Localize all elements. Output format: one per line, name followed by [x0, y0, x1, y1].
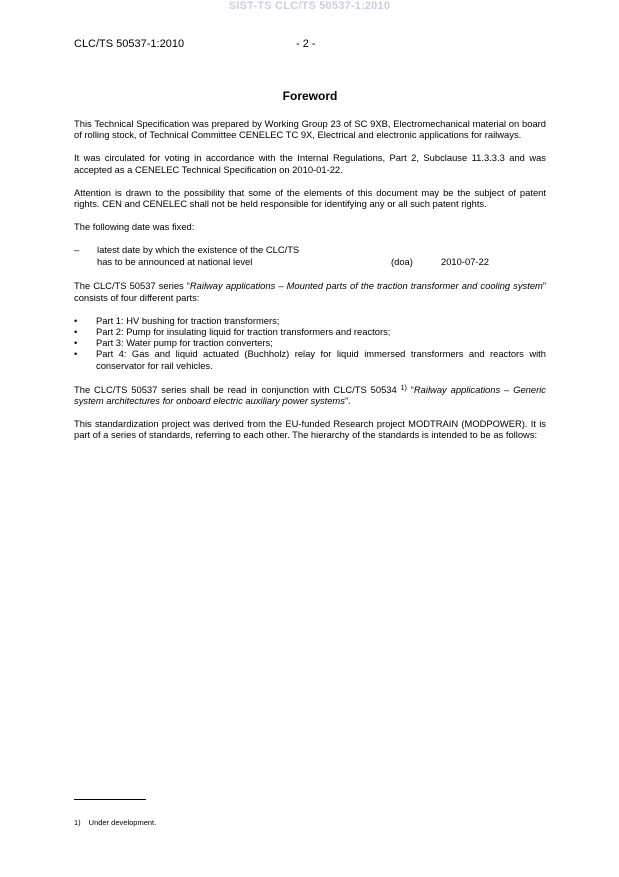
list-item-text: Part 2: Pump for insulating liquid for traction transformers and reactors;: [96, 326, 391, 338]
list-item-text: Part 1: HV bushing for traction transformers;: [96, 314, 280, 326]
series-title: Railway applications – Mounted parts of the traction transformer and cooling system: [189, 280, 543, 292]
footnote-divider: [74, 799, 146, 800]
list-item: [74, 348, 546, 370]
date-value: 2010-07-22: [441, 255, 489, 267]
bullet: •: [74, 326, 78, 338]
document-code: CLC/TS 50537-1:2010: [74, 38, 185, 50]
page-number: - 2 -: [296, 38, 316, 50]
paragraph-modtrain: This standardization project was derived from the EU-funded Research project MODTRAIN (MODPOWER). It is part of a series of standards, referring to each other. The hierarchy of the standards is intended to be as follows:: [74, 418, 546, 441]
list-item: [74, 337, 546, 348]
paragraph-date-fixed: The following date was fixed:: [74, 221, 195, 233]
list-item-text: Part 3: Water pump for traction converters;: [96, 337, 273, 349]
date-abbreviation: (doa): [391, 255, 413, 267]
page-title: Foreword: [282, 89, 338, 103]
date-item: [74, 244, 546, 268]
series-intro-prefix: The CLC/TS 50537 series “: [74, 280, 190, 292]
list-item: [74, 315, 546, 326]
footnote-number: 1): [74, 818, 81, 827]
date-description: [97, 244, 299, 266]
footnote-text: Under development.: [88, 818, 157, 827]
series-intro-suffix: ” consists of four different parts:: [74, 280, 546, 303]
list-item: [74, 326, 546, 337]
watermark: SIST-TS CLC/TS 50537-1:2010: [228, 0, 391, 12]
paragraph-circulated: It was circulated for voting in accordance with the Internal Regulations, Part 2, Subclause 11.3.3.3 and was accepted as a CENELEC Technical Specification on 2010-01-22.: [74, 152, 546, 175]
paragraph-conjunction: [74, 383, 546, 406]
paragraph-series: [74, 280, 546, 302]
conjunction-mid: “: [406, 383, 414, 395]
parts-list: [74, 315, 546, 371]
dash-marker: –: [74, 244, 80, 256]
bullet: •: [74, 337, 78, 349]
footnote-reference[interactable]: 1): [400, 384, 407, 392]
date-description-line1: latest date by which the existence of the CLC/TS: [97, 244, 300, 256]
document-body: [74, 118, 546, 453]
footnote: [74, 818, 156, 827]
bullet: •: [74, 348, 78, 360]
paragraph-patent-rights: Attention is drawn to the possibility that some of the elements of this document may be the subject of patent rights. CEN and CENELEC shall not be held responsible for identifying any or all such patent rights.: [74, 186, 546, 210]
date-description-line2: has to be announced at national level: [97, 255, 253, 267]
conjunction-suffix: ”.: [344, 395, 351, 407]
paragraph-prepared-by: This Technical Specification was prepared by Working Group 23 of SC 9XB, Electromechanical material on board of rolling stock, of Technical Committee CENELEC TC 9X, Electrical and electronic applications for railways.: [74, 118, 546, 141]
bullet: •: [74, 314, 78, 326]
conjunction-title: Railway applications – Generic system architectures for onboard electric auxiliary power systems: [74, 383, 546, 407]
list-item-text: Part 4: Gas and liquid actuated (Buchholz) relay for liquid immersed transformers and reactors with conservator for rail vehicles.: [96, 348, 546, 371]
conjunction-prefix: The CLC/TS 50537 series shall be read in conjunction with CLC/TS 50534: [74, 383, 397, 395]
